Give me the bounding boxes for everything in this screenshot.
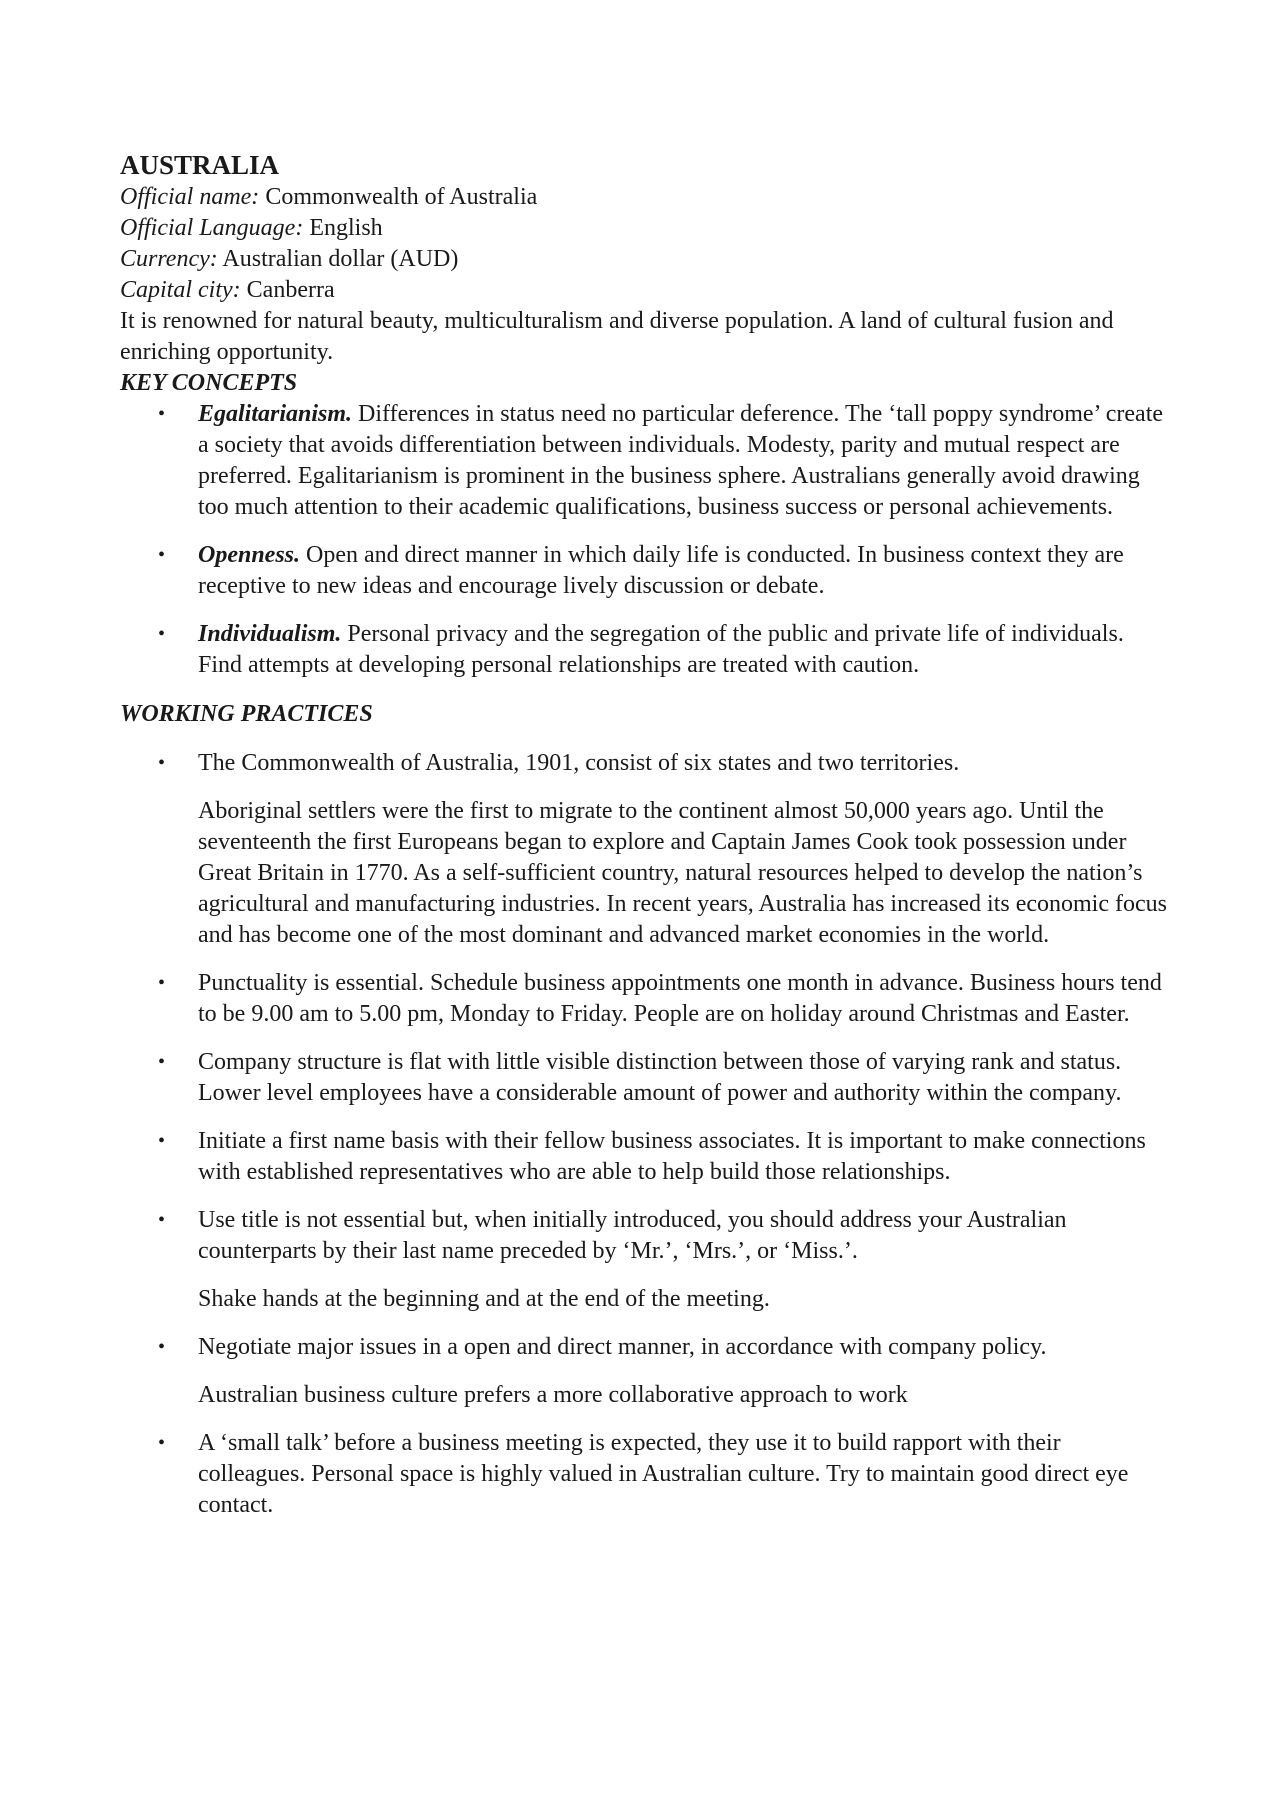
meta-label: Currency: xyxy=(120,246,218,272)
list-item xyxy=(120,1205,1170,1267)
meta-value: English xyxy=(303,215,383,241)
list-item xyxy=(120,619,1170,681)
list-item xyxy=(120,1126,1170,1188)
meta-official-language xyxy=(120,213,1170,244)
practice-follow-paragraph: Shake hands at the beginning and at the end of the meeting. xyxy=(198,1286,770,1312)
bullet-icon: • xyxy=(158,972,166,994)
concept-term: Individualism. xyxy=(198,621,342,647)
list-item xyxy=(120,399,1170,523)
practice-text: Negotiate major issues in a open and direct manner, in accordance with company policy. xyxy=(198,1334,1047,1360)
concept-text: Open and direct manner in which daily life is conducted. In business context they are receptive to new ideas and encourage lively discussion or debate. xyxy=(198,542,1124,599)
bullet-icon: • xyxy=(158,403,166,425)
bullet-icon: • xyxy=(158,752,166,774)
bullet-icon: • xyxy=(158,1051,166,1073)
concept-text: Differences in status need no particular deference. The ‘tall poppy syndrome’ create a society that avoids differentiation between individuals. Modesty, parity and mutual respect are preferred. Egalitarianism is prominent in the business sphere. Australians generally avoid drawing too much attention to their academic qualifications, business success or personal achievements. xyxy=(198,401,1164,520)
bullet-icon: • xyxy=(158,1209,166,1231)
practice-follow-paragraph: Aboriginal settlers were the first to migrate to the continent almost 50,000 years ago. Until the seventeenth the first Europeans began to explore and Captain James Cook took possession under Great Britain in 1770. As a self-sufficient country, natural resources helped to develop the nation’s agricultural and manufacturing industries. In recent years, Australia has increased its economic focus and has become one of the most dominant and advanced market economies in the world. xyxy=(198,798,1167,948)
working-practices-heading: WORKING PRACTICES xyxy=(120,701,373,727)
document-title: AUSTRALIA xyxy=(120,150,280,180)
practice-text: Company structure is flat with little visible distinction between those of varying rank and status. Lower level employees have a considerable amount of power and authority within the company. xyxy=(198,1049,1122,1106)
meta-value: Australian dollar (AUD) xyxy=(217,246,459,272)
bullet-icon: • xyxy=(158,544,166,566)
practice-text: Use title is not essential but, when initially introduced, you should address your Australian counterparts by their last name preceded by ‘Mr.’, ‘Mrs.’, or ‘Miss.’. xyxy=(198,1207,1067,1264)
practice-text: The Commonwealth of Australia, 1901, consist of six states and two territories. xyxy=(198,750,960,776)
list-item xyxy=(120,1047,1170,1109)
meta-value: Commonwealth of Australia xyxy=(259,184,538,210)
document-body xyxy=(120,148,1170,1538)
meta-official-name xyxy=(120,182,1170,213)
practice-follow-paragraph: Australian business culture prefers a more collaborative approach to work xyxy=(198,1382,908,1408)
working-practices-list xyxy=(120,1332,1170,1363)
concept-text: Personal privacy and the segregation of the public and private life of individuals. Find attempts at developing personal relationships are treated with caution. xyxy=(198,621,1124,678)
bullet-icon: • xyxy=(158,1130,166,1152)
meta-label: Official Language: xyxy=(120,215,304,241)
list-item xyxy=(120,968,1170,1030)
key-concepts-list xyxy=(120,399,1170,681)
working-practices-list xyxy=(120,748,1170,779)
working-practices-list xyxy=(120,968,1170,1267)
practice-text: A ‘small talk’ before a business meeting is expected, they use it to build rapport with their colleagues. Personal space is highly valued in Australian culture. Try to maintain good direct eye contact. xyxy=(198,1430,1129,1518)
meta-value: Canberra xyxy=(240,277,335,303)
concept-term: Openness. xyxy=(198,542,301,568)
bullet-icon: • xyxy=(158,1432,166,1454)
practice-text: Punctuality is essential. Schedule business appointments one month in advance. Business hours tend to be 9.00 am to 5.00 pm, Monday to Friday. People are on holiday around Christmas and Easter. xyxy=(198,970,1162,1027)
bullet-icon: • xyxy=(158,623,166,645)
list-item xyxy=(120,1332,1170,1363)
bullet-icon: • xyxy=(158,1336,166,1358)
list-item xyxy=(120,748,1170,779)
key-concepts-heading: KEY CONCEPTS xyxy=(120,370,298,396)
list-item xyxy=(120,540,1170,602)
meta-label: Official name: xyxy=(120,184,260,210)
meta-label: Capital city: xyxy=(120,277,241,303)
intro-paragraph: It is renowned for natural beauty, multiculturalism and diverse population. A land of cultural fusion and enriching opportunity. xyxy=(120,308,1114,365)
practice-text: Initiate a first name basis with their fellow business associates. It is important to make connections with established representatives who are able to help build those relationships. xyxy=(198,1128,1146,1185)
meta-capital-city xyxy=(120,275,1170,306)
working-practices-list xyxy=(120,1428,1170,1521)
list-item xyxy=(120,1428,1170,1521)
meta-currency xyxy=(120,244,1170,275)
concept-term: Egalitarianism. xyxy=(198,401,353,427)
